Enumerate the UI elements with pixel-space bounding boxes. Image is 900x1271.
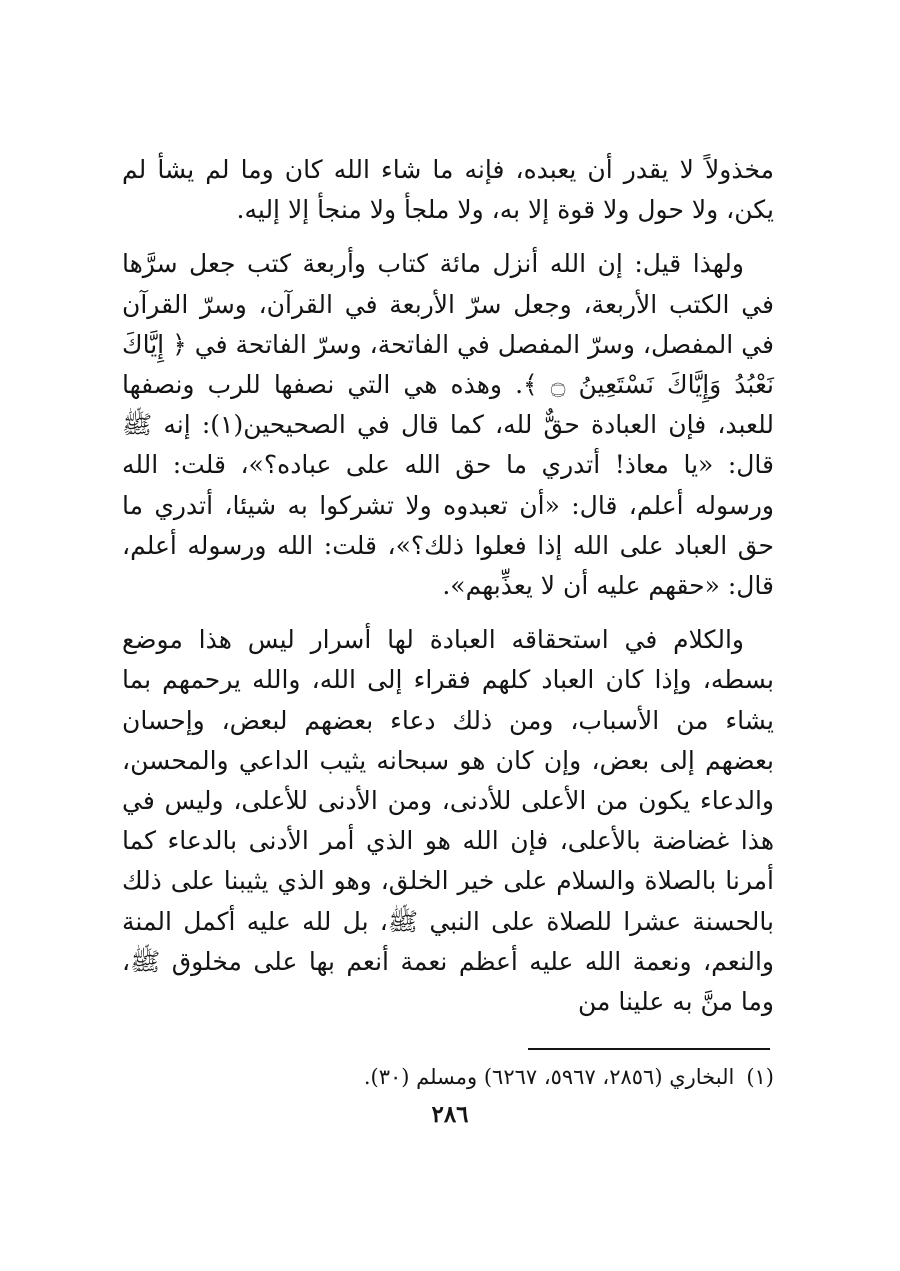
footnote-text: البخاري (٢٨٥٦، ٥٩٦٧، ٦٢٦٧) ومسلم (٣٠). [363, 1065, 735, 1089]
main-text-block [122, 150, 774, 1034]
footnote [122, 1062, 774, 1092]
page-number: ٢٨٦ [431, 1101, 469, 1128]
footnote-number: (١) [746, 1065, 774, 1089]
paragraph-worship-secrets: والكلام في استحقاقه العبادة لها أسرار ليس هذا موضع بسطه، وإذا كان العباد كلهم فقراء إلى الله، والله يرحمهم بما يشاء من الأسباب، ومن ذلك دعاء بعضهم لبعض، وإحسان بعضهم إلى بعض، وإن كان هو سبحانه يثيب الداعي والمحسن، والدعاء يكون من الأعلى للأدنى، ومن الأدنى للأعلى، وليس في هذا غضاضة بالأعلى، فإن الله هو الذي أمر الأدنى بالدعاء كما أمرنا بالصلاة والسلام على خير الخلق، وهو الذي يثيبنا على ذلك بالحسنة عشرا للصلاة على النبي ﷺ، بل لله عليه أكمل المنة والنعم، ونعمة الله عليه أعظم نعمة أنعم بها على مخلوق ﷺ، وما منَّ به علينا من [122, 625, 775, 1017]
paragraph-four-books: ولهذا قيل: إن الله أنزل مائة كتاب وأربعة كتب جعل سرَّها في الكتب الأربعة، وجعل سرّ الأربعة في القرآن، وسرّ القرآن في المفصل، وسرّ المفصل في الفاتحة، وسرّ الفاتحة في ﴿ إِيَّاكَ نَعْبُدُ وَإِيَّاكَ نَسْتَعِينُ ۝ ﴾. وهذه هي التي نصفها للرب ونصفها للعبد، فإن العبادة حقٌّ لله، كما قال في الصحيحين(١): إنه ﷺ قال: «يا معاذ! أتدري ما حق الله على عباده؟»، قلت: الله ورسوله أعلم، قال: «أن تعبدوه ولا تشركوا به شيئا، أتدري ما حق العباد على الله إذا فعلوا ذلك؟»، قلت: الله ورسوله أعلم، قال: «حقهم عليه أن لا يعذِّبهم». [122, 249, 775, 601]
paragraph-continuation: مخذولاً لا يقدر أن يعبده، فإنه ما شاء الله كان وما لم يشأ لم يكن، ولا حول ولا قوة إلا به، ولا ملجأ ولا منجأ إلا إليه. [122, 155, 774, 225]
footnote-divider [528, 1048, 770, 1050]
